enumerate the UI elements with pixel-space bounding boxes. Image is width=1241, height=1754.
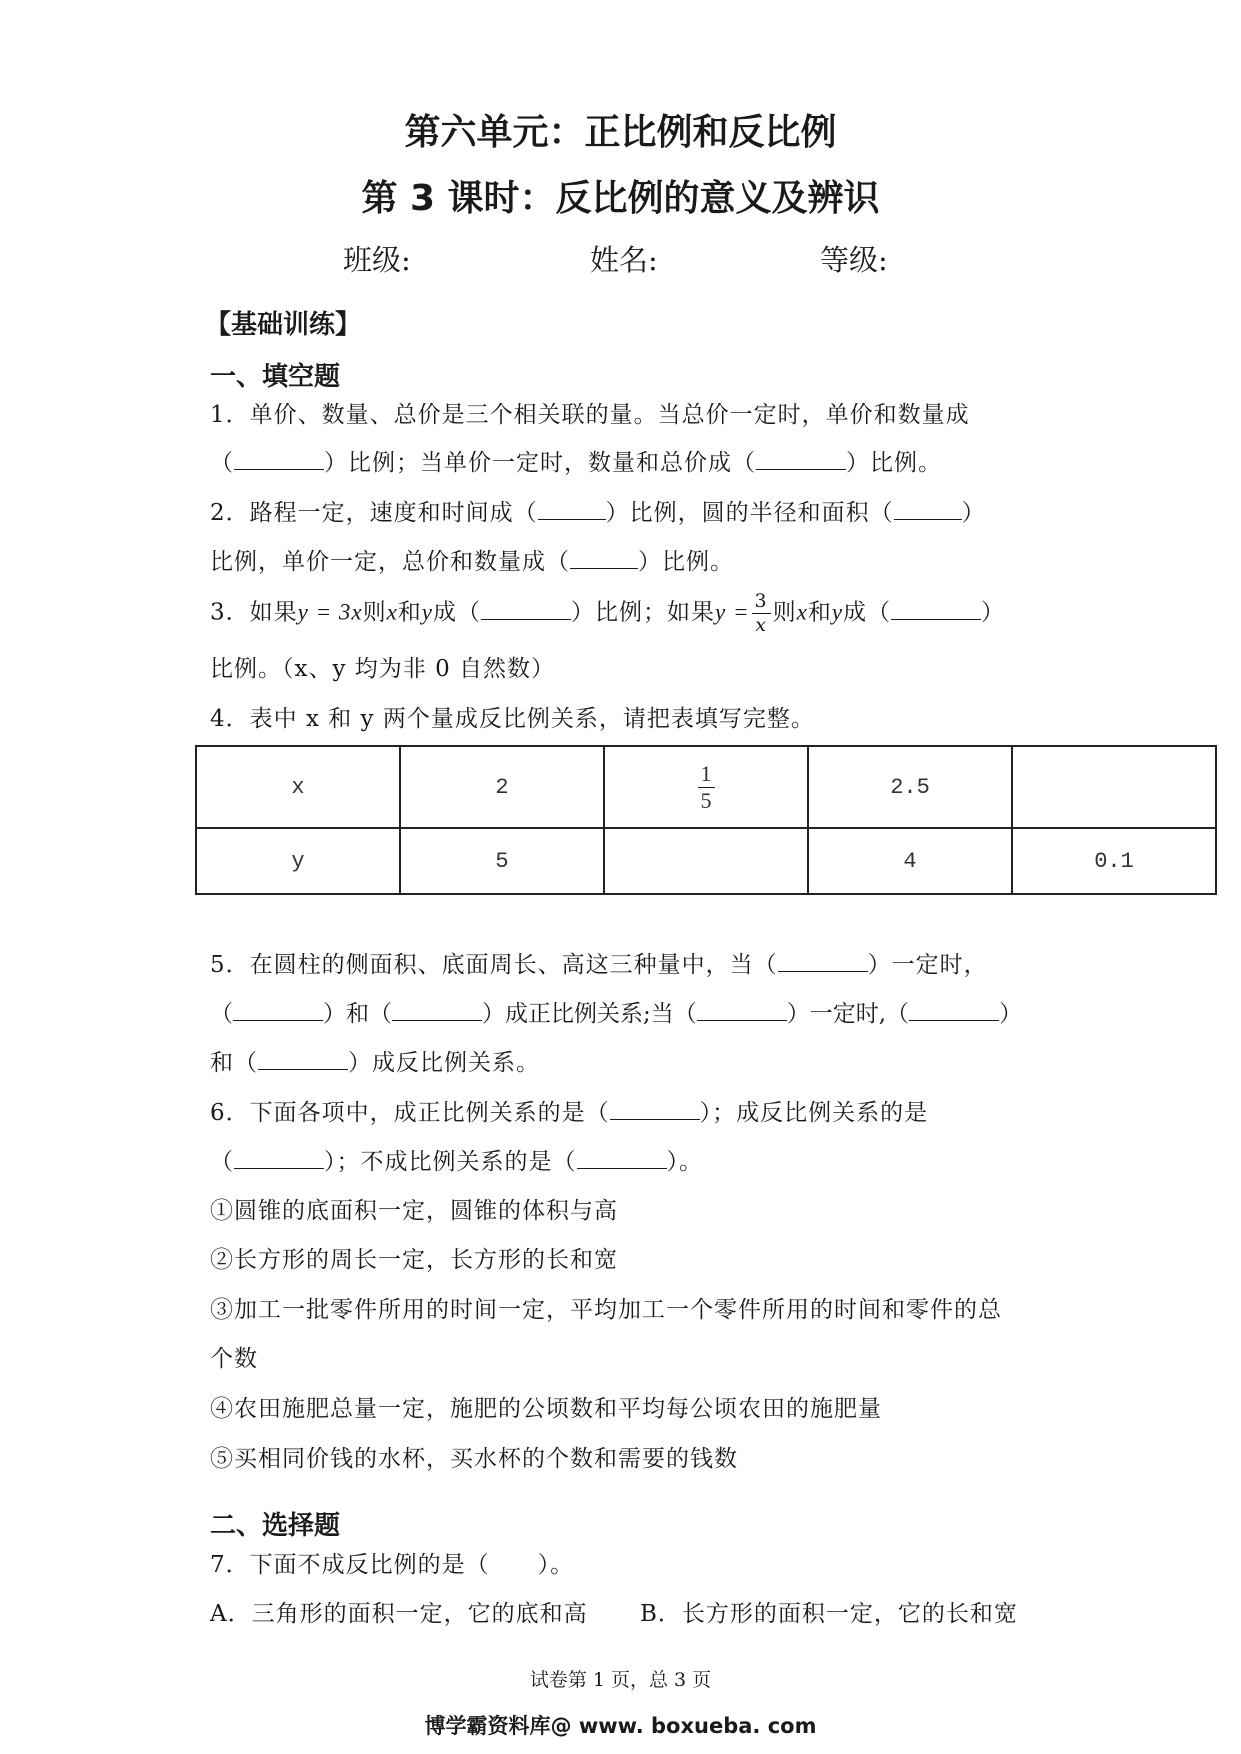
q6-option-3-cont: 个数 [210, 1346, 258, 1372]
q3-blank1[interactable] [481, 599, 571, 620]
q2-blank1[interactable] [538, 499, 606, 520]
q5-blank2[interactable] [233, 1000, 323, 1021]
q6-option-4: ④农田施肥总量一定，施肥的公顷数和平均每公顷农田的施肥量 [210, 1396, 882, 1422]
xy-table [195, 745, 1217, 895]
q5-blank3[interactable] [392, 1000, 482, 1021]
section-multiple-choice: 二、选择题 [210, 1511, 341, 1541]
q5-blank5[interactable] [909, 1000, 999, 1021]
table-row [196, 828, 1216, 894]
table-cell: y [196, 828, 400, 894]
q7-option-a[interactable]: A．三角形的面积一定，它的底和高 [210, 1601, 588, 1627]
q6-option-5: ⑤买相同价钱的水杯，买水杯的个数和需要的钱数 [210, 1446, 738, 1472]
q6-blank2[interactable] [234, 1148, 324, 1169]
table-cell: 2.5 [808, 746, 1012, 828]
q5-blank4[interactable] [697, 1000, 787, 1021]
watermark: 博学霸资料库@ www. boxueba. com [424, 1714, 817, 1738]
table-cell: 0.1 [1012, 828, 1216, 894]
q6-option-1: ①圆锥的底面积一定，圆锥的体积与高 [210, 1198, 618, 1224]
table-cell-blank[interactable] [604, 828, 808, 894]
q1-blank2[interactable] [756, 449, 846, 470]
q6-line1: 6．下面各项中，成正比例关系的是（ ）；成反比例关系的是 [210, 1100, 929, 1126]
page-footer: 试卷第 1 页，总 3 页 [529, 1669, 712, 1691]
table-cell: 5 [400, 828, 604, 894]
table-cell-fraction: $\frac{1}{5}$ [604, 746, 808, 828]
grade-label: 等级: [820, 243, 888, 277]
q2-line2: 比例，单价一定，总价和数量成（ ）比例。 [210, 549, 734, 575]
q3-blank2[interactable] [891, 599, 981, 620]
class-label: 班级: [343, 243, 411, 277]
q6-option-2: ②长方形的周长一定，长方形的长和宽 [210, 1247, 618, 1273]
lesson-title: 第 3 课时：反比例的意义及辨识 [361, 178, 880, 219]
q6-option-3: ③加工一批零件所用的时间一定，平均加工一个零件所用的时间和零件的总 [210, 1297, 1002, 1323]
section-fill-blank: 一、填空题 [210, 362, 341, 392]
q5-blank1[interactable] [778, 951, 868, 972]
section-basic-training: 【基础训练】 [205, 310, 362, 340]
table-cell: 4 [808, 828, 1012, 894]
q2-line1: 2．路程一定，速度和时间成（ ）比例，圆的半径和面积（ ） [210, 500, 986, 526]
name-label: 姓名: [590, 243, 658, 277]
q3-fraction: $\frac{3}{x}$ [752, 592, 771, 635]
q6-line2: （ ）；不成比例关系的是（ ）。 [210, 1149, 703, 1175]
q5-line2: （ ）和（ ）成正比例关系;当（ ）一定时,（ ） [210, 1001, 1023, 1027]
q3-line1: 3．如果y = 3x则x和y成（ ）比例；如果y = $\frac{3}{x}$ 则x和y成（ ） [210, 590, 1006, 636]
q3-line2: 比例。（x、y 均为非 0 自然数） [210, 656, 556, 682]
q7-option-b[interactable]: B．长方形的面积一定，它的长和宽 [640, 1601, 1018, 1627]
q4-text: 4．表中 x 和 y 两个量成反比例关系，请把表填写完整。 [210, 706, 815, 732]
q7-text: 7．下面不成反比例的是（ ）。 [210, 1552, 575, 1578]
q2-blank3[interactable] [570, 548, 638, 569]
q2-blank2[interactable] [894, 499, 962, 520]
q6-blank3[interactable] [577, 1148, 667, 1169]
table-cell: 2 [400, 746, 604, 828]
q5-blank6[interactable] [258, 1049, 348, 1070]
q5-line3: 和（ ）成反比例关系。 [210, 1050, 540, 1076]
q1-blank1[interactable] [234, 449, 324, 470]
q1-line1: 1．单价、数量、总价是三个相关联的量。当总价一定时，单价和数量成 [210, 402, 970, 428]
q1-line2: （ ）比例；当单价一定时，数量和总价成（ ）比例。 [210, 450, 942, 476]
table-cell-blank[interactable] [1012, 746, 1216, 828]
unit-title: 第六单元：正比例和反比例 [404, 112, 837, 153]
q5-line1: 5．在圆柱的侧面积、底面周长、高这三种量中，当（ ）一定时， [210, 952, 988, 978]
table-cell: x [196, 746, 400, 828]
table-row [196, 746, 1216, 828]
q6-blank1[interactable] [610, 1099, 700, 1120]
